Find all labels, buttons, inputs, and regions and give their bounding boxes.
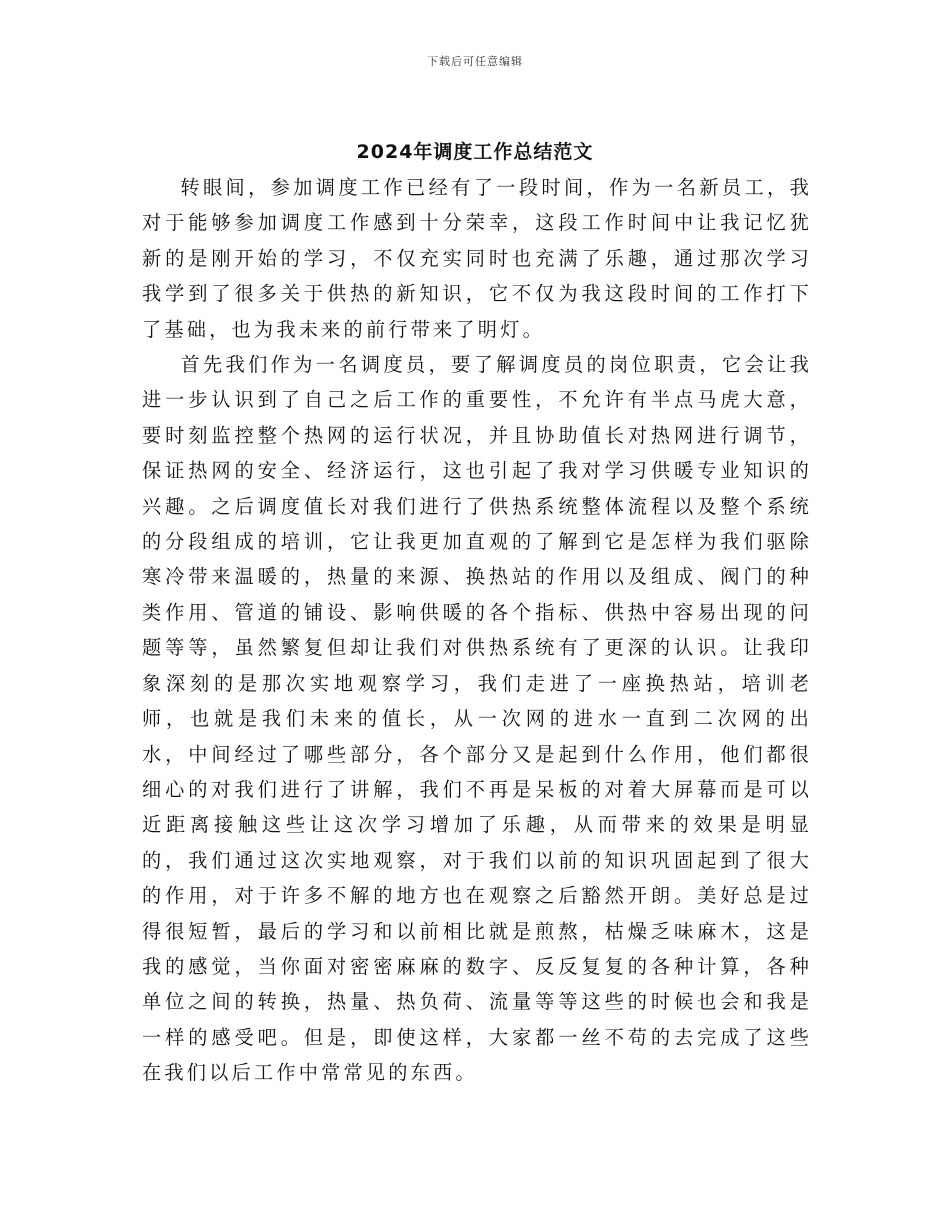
page-header: 下载后可任意编辑 bbox=[427, 55, 523, 68]
document-body bbox=[142, 170, 812, 1091]
paragraph: 转眼间，参加调度工作已经有了一段时间，作为一名新员工，我对于能够参加调度工作感到十分荣幸，这段工作时间中让我记忆犹新的是刚开始的学习，不仅充实同时也充满了乐趣，通过那次学习我学到了很多关于供热的新知识，它不仅为我这段时间的工作打下了基础，也为我未来的前行带来了明灯。 bbox=[142, 176, 812, 341]
document-title: 2024年调度工作总结范文 bbox=[356, 140, 594, 163]
paragraph: 首先我们作为一名调度员，要了解调度员的岗位职责，它会让我进一步认识到了自己之后工作的重要性，不允许有半点马虎大意，要时刻监控整个热网的运行状况，并且协助值长对热网进行调节，保证热网的安全、经济运行，这也引起了我对学习供暖专业知识的兴趣。之后调度值长对我们进行了供热系统整体流程以及整个系统的分段组成的培训，它让我更加直观的了解到它是怎样为我们驱除寒冷带来温暖的，热量的来源、换热站的作用以及组成、阀门的种类作用、管道的铺设、影响供暖的各个指标、供热中容易出现的问题等等，虽然繁复但却让我们对供热系统有了更深的认识。让我印象深刻的是那次实地观察学习，我们走进了一座换热站，培训老师，也就是我们未来的值长，从一次网的进水一直到二次网的出水，中间经过了哪些部分，各个部分又是起到什么作用，他们都很细心的对我们进行了讲解，我们不再是呆板的对着大屏幕而是可以近距离接触这些让这次学习增加了乐趣，从而带来的效果是明显的，我们通过这次实地观察，对于我们以前的知识巩固起到了很大的作用，对于许多不解的地方也在观察之后豁然开朗。美好总是过得很短暂，最后的学习和以前相比就是煎熬，枯燥乏味麻木，这是我的感觉，当你面对密密麻麻的数字、反反复复的各种计算，各种单位之间的转换，热量、热负荷、流量等等这些的时候也会和我是一样的感受吧。但是，即使这样，大家都一丝不苟的去完成了这些在我们以后工作中常常见的东西。 bbox=[142, 353, 812, 1085]
